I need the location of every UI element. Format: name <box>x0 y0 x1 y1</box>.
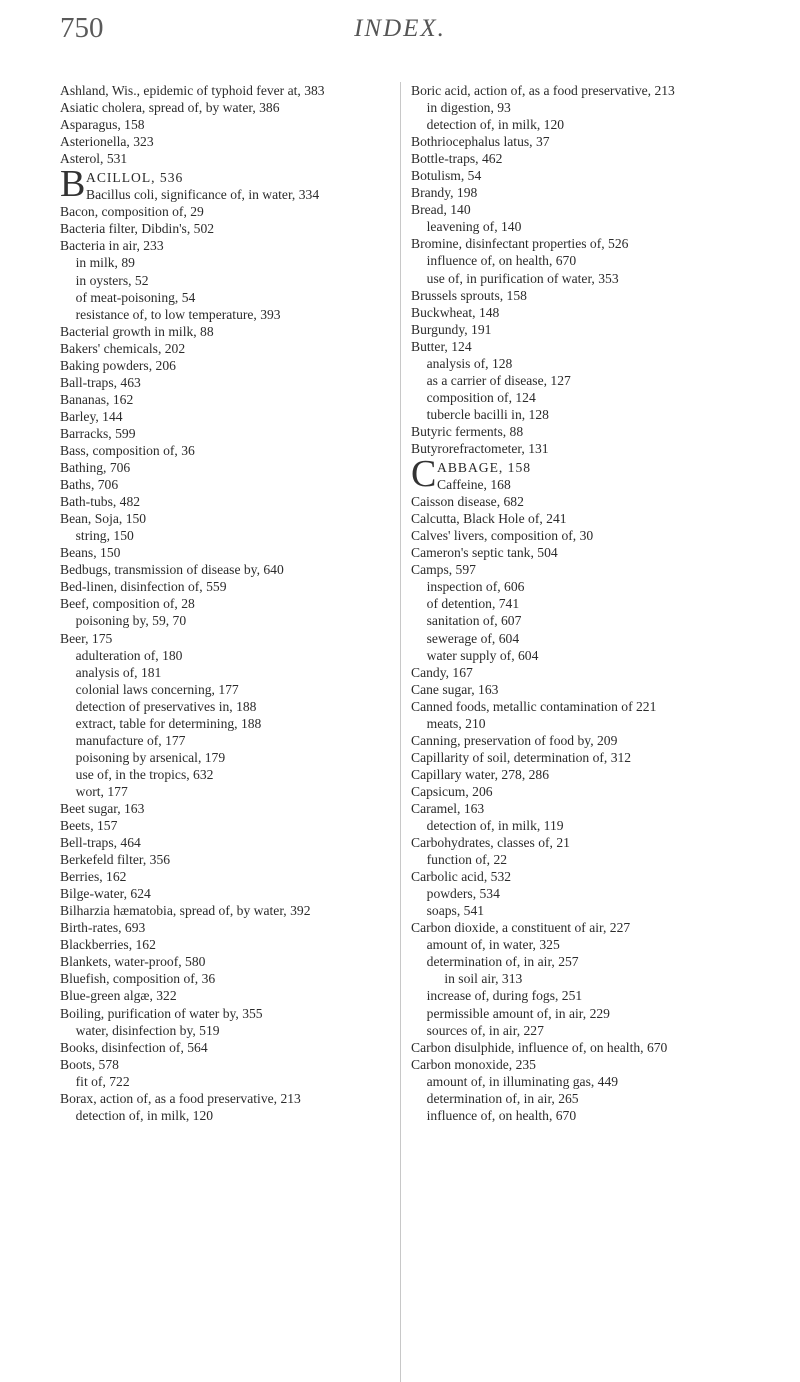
index-entry: poisoning by arsenical, 179 <box>75 749 226 765</box>
index-entry: Birth-rates, 693 <box>60 920 146 936</box>
index-entry: determination of, in air, 265 <box>426 1090 579 1106</box>
index-entry: Caramel, 163 <box>411 800 485 816</box>
index-entry: Bathing, 706 <box>60 460 131 476</box>
index-entry: Cane sugar, 163 <box>411 681 499 697</box>
index-entry: of meat-poisoning, 54 <box>75 289 196 305</box>
index-entry: Bacteria filter, Dibdin's, 502 <box>60 221 215 237</box>
index-entry: detection of, in milk, 120 <box>426 117 565 133</box>
index-entry: Brussels sprouts, 158 <box>411 287 527 303</box>
index-entry: function of, 22 <box>426 852 508 868</box>
index-entry: Bothriocephalus latus, 37 <box>411 134 550 150</box>
index-entry: analysis of, 128 <box>426 355 513 371</box>
index-entry: inspection of, 606 <box>426 579 525 595</box>
index-entry: Carbohydrates, classes of, 21 <box>411 835 570 851</box>
index-entry: Bell-traps, 464 <box>60 835 141 851</box>
section-b-start <box>60 163 400 206</box>
index-entry: Bluefish, composition of, 36 <box>60 971 216 987</box>
index-entry: Ashland, Wis., epidemic of typhoid fever at, 383 <box>60 83 325 98</box>
index-entry: Botulism, 54 <box>411 168 482 184</box>
index-entry: Bananas, 162 <box>60 391 134 407</box>
index-entry: Calves' livers, composition of, 30 <box>411 528 594 544</box>
index-entry: string, 150 <box>75 528 134 544</box>
section-c-start <box>411 453 751 496</box>
index-entry: wort, 177 <box>75 783 128 799</box>
index-entry: amount of, in water, 325 <box>426 937 560 953</box>
index-entry: Burgundy, 191 <box>411 321 492 337</box>
index-entry: Calcutta, Black Hole of, 241 <box>411 511 567 527</box>
index-entry: water supply of, 604 <box>426 647 539 663</box>
index-entry: soaps, 541 <box>426 903 485 919</box>
index-entry: Canning, preservation of food by, 209 <box>411 732 618 748</box>
index-entry: extract, table for determining, 188 <box>75 715 262 731</box>
index-entry: Capsicum, 206 <box>411 783 493 799</box>
index-entry: Boric acid, action of, as a food preservative, 213 <box>411 83 675 98</box>
index-entry: Ball-traps, 463 <box>60 374 141 390</box>
index-entry: permissible amount of, in air, 229 <box>426 1005 610 1021</box>
index-entry: Canned foods, metallic contamination of 221 <box>411 698 657 714</box>
index-entry: Carbon dioxide, a constituent of air, 227 <box>411 920 631 936</box>
index-entry: Boiling, purification of water by, 355 <box>60 1005 263 1021</box>
index-entry: Berries, 162 <box>60 869 127 885</box>
index-entry: as a carrier of disease, 127 <box>426 372 571 388</box>
index-entry: Capillarity of soil, determination of, 312 <box>411 749 632 765</box>
index-entry: ACILLOL, 536 <box>86 170 184 186</box>
index-entry: use of, in the tropics, 632 <box>75 766 214 782</box>
index-entry: Bedbugs, transmission of disease by, 640 <box>60 562 284 578</box>
index-entry: detection of, in milk, 120 <box>75 1107 214 1123</box>
left-entries-b <box>60 203 400 1124</box>
index-entry: Bilge-water, 624 <box>60 886 151 902</box>
index-entry: in milk, 89 <box>75 255 135 271</box>
index-entry: poisoning by, 59, 70 <box>75 613 187 629</box>
index-entry: use of, in purification of water, 353 <box>426 270 619 286</box>
index-entry: Asparagus, 158 <box>60 117 145 133</box>
index-entry: of detention, 741 <box>426 596 520 612</box>
index-entry: water, disinfection by, 519 <box>75 1022 220 1038</box>
index-entry: Carbolic acid, 532 <box>411 869 512 885</box>
index-entry: Blue-green algæ, 322 <box>60 988 177 1004</box>
index-entry: colonial laws concerning, 177 <box>75 681 239 697</box>
index-entry: analysis of, 181 <box>75 664 162 680</box>
index-entry: in soil air, 313 <box>444 971 523 987</box>
index-entry: Beef, composition of, 28 <box>60 596 195 612</box>
index-entry: detection of preservatives in, 188 <box>75 698 257 714</box>
index-entry: Borax, action of, as a food preservative, 213 <box>60 1090 301 1106</box>
index-entry: Baking powders, 206 <box>60 357 176 373</box>
index-entry: tubercle bacilli in, 128 <box>426 406 549 422</box>
index-entry: Butyrorefractometer, 131 <box>411 440 549 456</box>
index-entry: Carbon monoxide, 235 <box>411 1056 536 1072</box>
index-entry: determination of, in air, 257 <box>426 954 579 970</box>
left-column <box>60 82 400 1124</box>
index-entry: Bed-linen, disinfection of, 559 <box>60 579 227 595</box>
index-entry: Boots, 578 <box>60 1056 119 1072</box>
index-entry: ABBAGE, 158 <box>437 460 532 476</box>
index-entry: Camps, 597 <box>411 562 476 578</box>
index-entry: fit of, 722 <box>75 1073 130 1089</box>
index-entry: Bakers' chemicals, 202 <box>60 340 186 356</box>
index-entry: Cameron's septic tank, 504 <box>411 545 558 561</box>
index-entry: sewerage of, 604 <box>426 630 520 646</box>
index-entry: Beet sugar, 163 <box>60 800 145 816</box>
index-entry: increase of, during fogs, 251 <box>426 988 583 1004</box>
index-entry: Caisson disease, 682 <box>411 494 524 510</box>
page-number: 750 <box>60 12 104 44</box>
index-entry: Bacteria in air, 233 <box>60 238 164 254</box>
index-entry: influence of, on health, 670 <box>426 1107 577 1123</box>
index-entry: detection of, in milk, 119 <box>426 818 564 834</box>
index-entry: Asterionella, 323 <box>60 134 154 150</box>
index-entry: Bilharzia hæmatobia, spread of, by water, 392 <box>60 903 311 919</box>
index-entry: Bread, 140 <box>411 202 471 218</box>
index-entry: Bean, Soja, 150 <box>60 511 147 527</box>
index-entry: composition of, 124 <box>426 389 536 405</box>
index-entry: Beets, 157 <box>60 818 118 834</box>
index-entry: Bass, composition of, 36 <box>60 442 195 458</box>
index-entry: Berkefeld filter, 356 <box>60 852 171 868</box>
left-entries-a <box>60 82 400 167</box>
index-entry: Bacterial growth in milk, 88 <box>60 323 214 339</box>
index-entry: Bacon, composition of, 29 <box>60 204 204 220</box>
index-entry: in oysters, 52 <box>75 272 149 288</box>
index-entry: Bath-tubs, 482 <box>60 494 141 510</box>
index-entry: adulteration of, 180 <box>75 647 183 663</box>
index-entry: Blackberries, 162 <box>60 937 156 953</box>
index-entry: Bottle-traps, 462 <box>411 151 503 167</box>
index-entry: Beer, 175 <box>60 630 113 646</box>
index-entry: Carbon disulphide, influence of, on health, 670 <box>411 1039 668 1055</box>
index-entry: Bromine, disinfectant properties of, 526 <box>411 236 629 252</box>
index-entry: amount of, in illuminating gas, 449 <box>426 1073 619 1089</box>
right-column <box>400 82 751 1382</box>
index-entry: manufacture of, 177 <box>75 732 186 748</box>
index-entry: Books, disinfection of, 564 <box>60 1039 208 1055</box>
index-entry: Baths, 706 <box>60 477 119 493</box>
index-entry: Caffeine, 168 <box>437 477 511 493</box>
index-entry: Capillary water, 278, 286 <box>411 766 550 782</box>
running-title: INDEX. <box>354 15 446 42</box>
index-entry: resistance of, to low temperature, 393 <box>75 306 281 322</box>
index-entry: Buckwheat, 148 <box>411 304 500 320</box>
drop-cap-c: C <box>411 453 437 496</box>
index-entry: influence of, on health, 670 <box>426 253 577 269</box>
index-entry: Butter, 124 <box>411 338 472 354</box>
index-entry: Asiatic cholera, spread of, by water, 386 <box>60 100 280 116</box>
index-entry: sources of, in air, 227 <box>426 1022 544 1038</box>
index-entry: Brandy, 198 <box>411 185 478 201</box>
index-entry: sanitation of, 607 <box>426 613 522 629</box>
right-entries-a <box>411 82 751 457</box>
index-entry: Blankets, water-proof, 580 <box>60 954 206 970</box>
index-entry: Bacillus coli, significance of, in water, 334 <box>86 187 320 203</box>
index-entry: Beans, 150 <box>60 545 121 561</box>
index-entry: Candy, 167 <box>411 664 473 680</box>
index-entry: leavening of, 140 <box>426 219 522 235</box>
index-entry: Barley, 144 <box>60 408 123 424</box>
index-entry: Barracks, 599 <box>60 425 136 441</box>
index-entry: in digestion, 93 <box>426 100 511 116</box>
index-entry: Asterol, 531 <box>60 151 128 167</box>
index-entry: Butyric ferments, 88 <box>411 423 524 439</box>
index-entry: meats, 210 <box>426 715 486 731</box>
page-header <box>60 12 740 46</box>
drop-cap-b: B <box>60 163 86 206</box>
index-entry: powders, 534 <box>426 886 500 902</box>
right-entries-b <box>411 493 751 1124</box>
